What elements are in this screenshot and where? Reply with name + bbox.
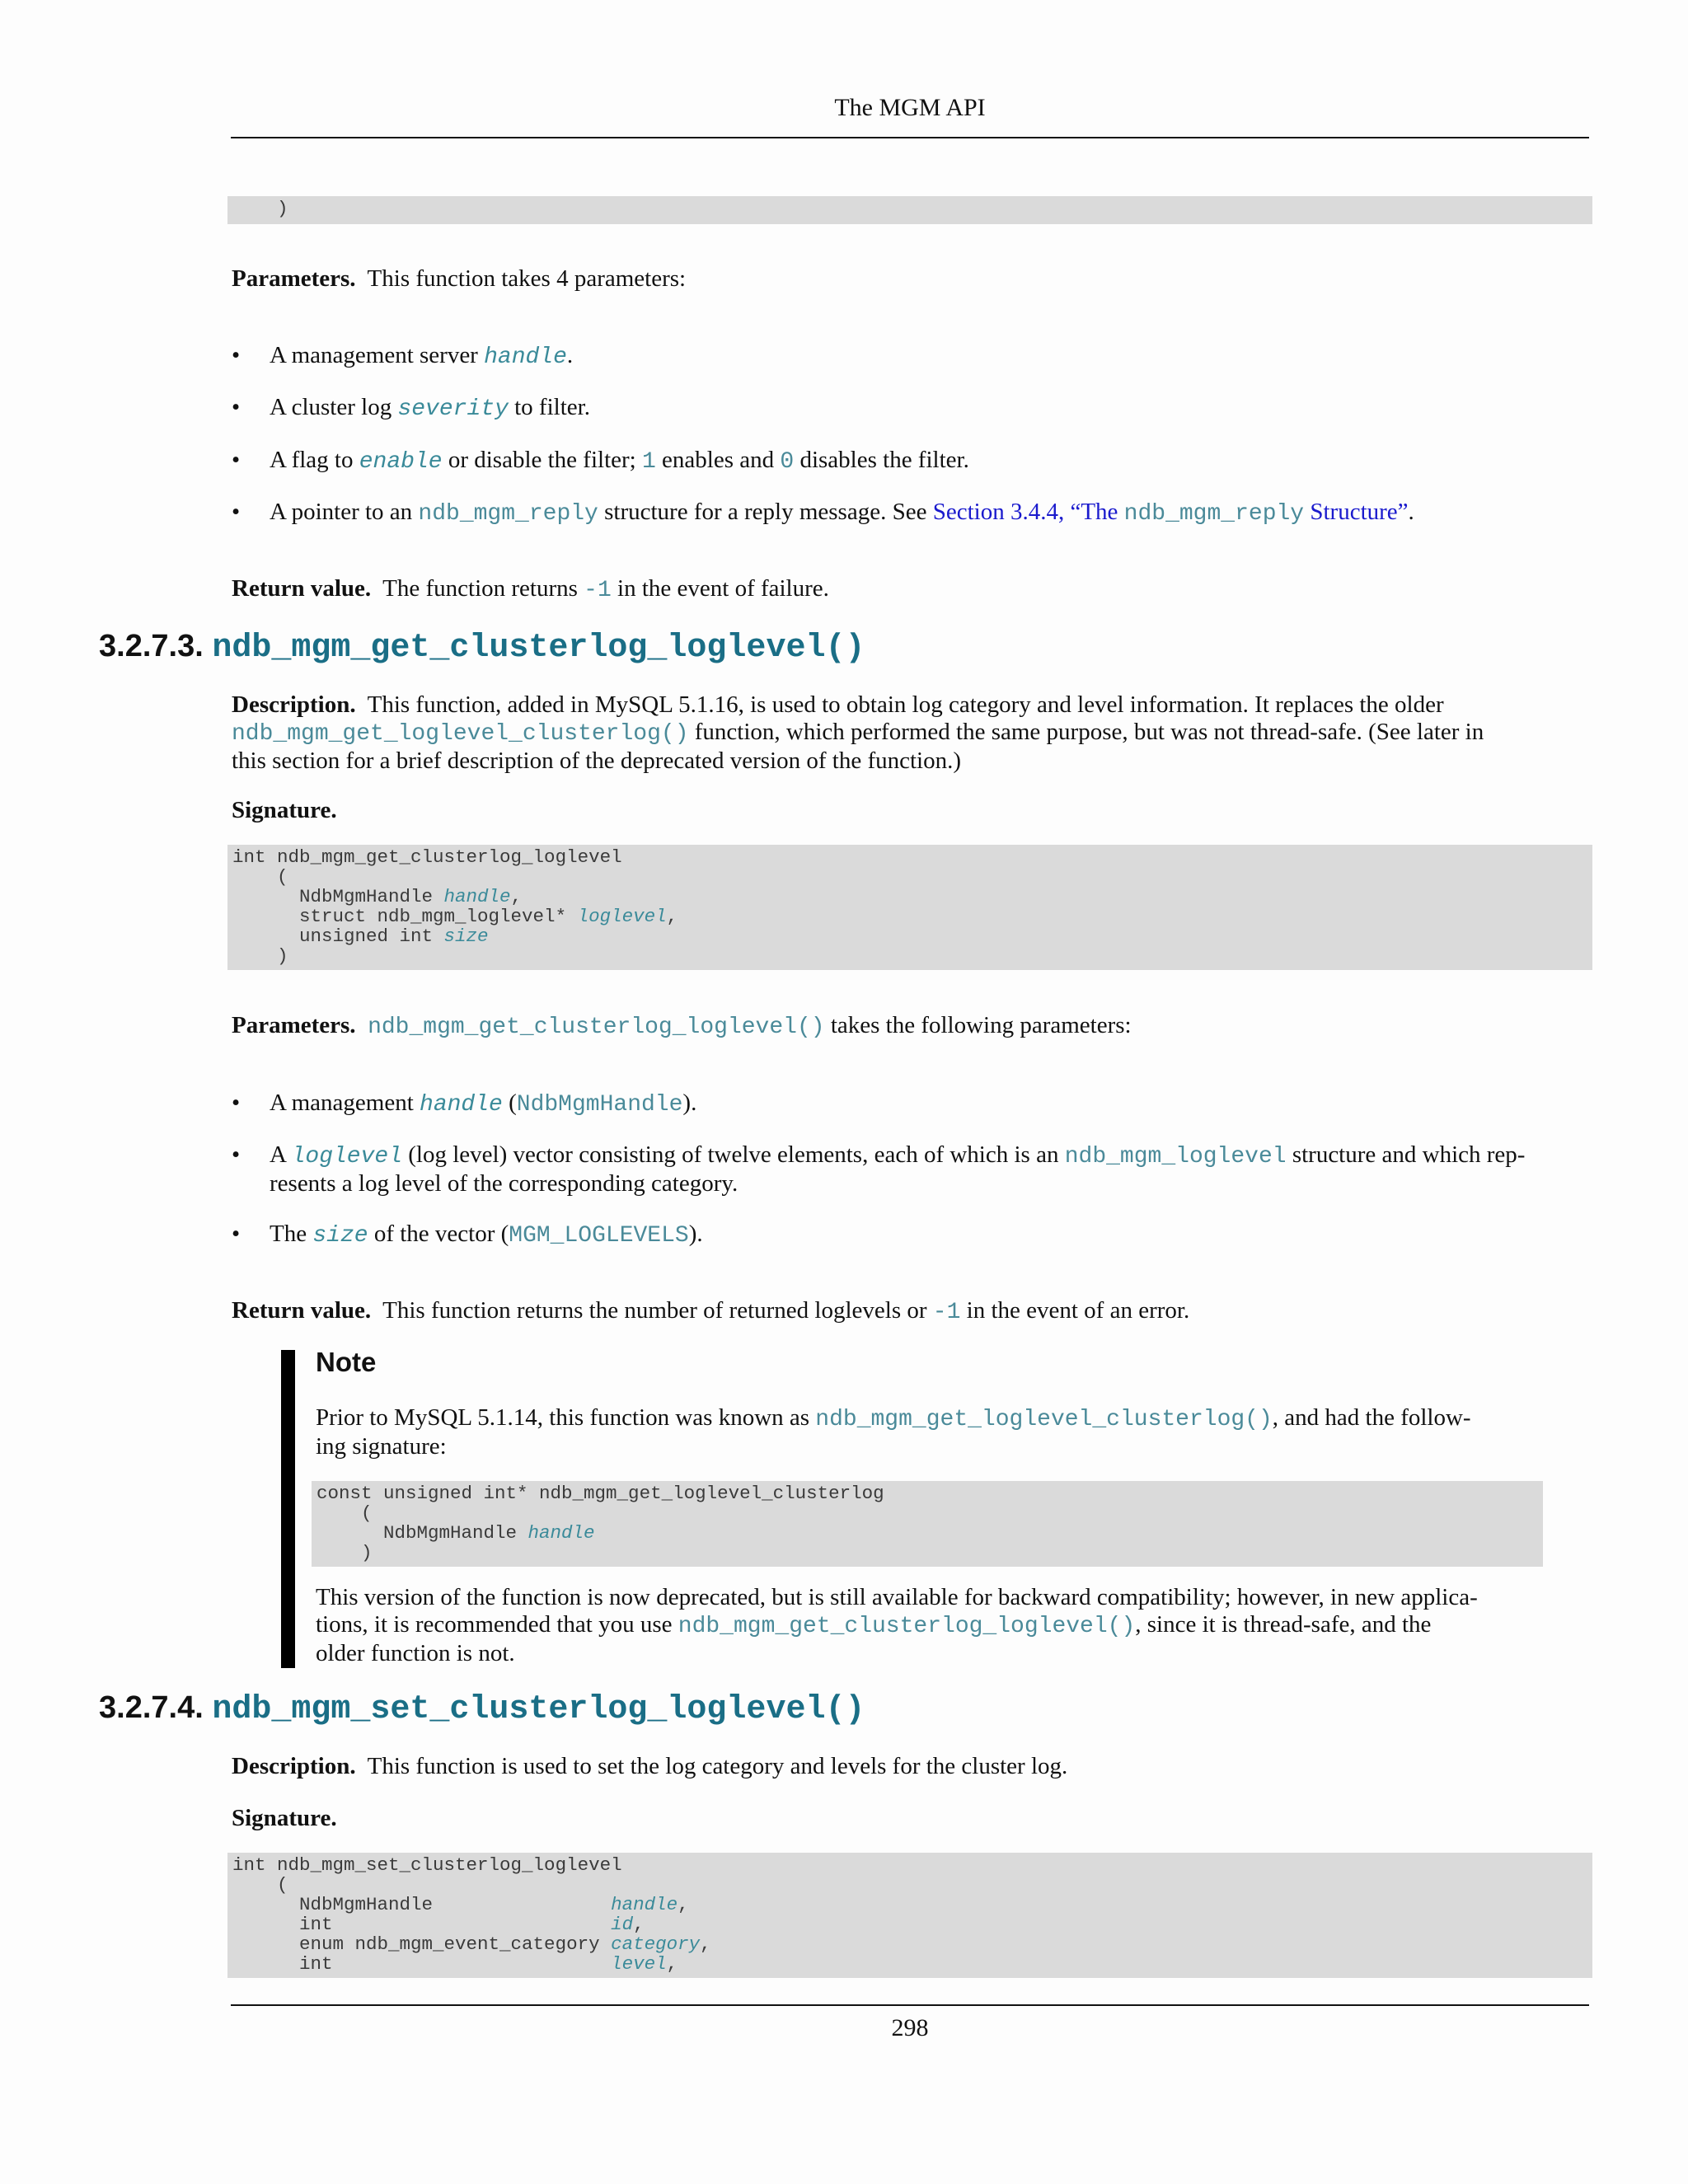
parameters-label: Parameters. xyxy=(232,1012,356,1038)
text: , and had the follow- xyxy=(1272,1404,1471,1431)
param-loglevel: loglevel xyxy=(291,1144,403,1169)
type-name: ndb_mgm_loglevel xyxy=(1064,1144,1287,1169)
code-punct: , xyxy=(678,1894,689,1915)
text: , since it is thread-safe, and the xyxy=(1135,1611,1432,1638)
code-line: ( xyxy=(232,1874,288,1896)
code-line: const unsigned int* ndb_mgm_get_loglevel_clusterlog xyxy=(316,1483,884,1504)
section-heading xyxy=(99,628,865,667)
param-handle: handle xyxy=(420,1092,503,1118)
text: in the event of an error. xyxy=(960,1297,1190,1324)
code-param: size xyxy=(443,926,489,947)
text: function, which performed the same purpose, but was not thread-safe. (See later in xyxy=(688,719,1484,745)
list-item xyxy=(232,394,1587,423)
text: A xyxy=(270,1141,292,1168)
text: ing signature: xyxy=(316,1433,447,1460)
code-line: int xyxy=(232,1953,612,1975)
bullet-icon: • xyxy=(232,499,241,525)
text: older function is not. xyxy=(316,1640,515,1666)
code-param: handle xyxy=(611,1894,678,1915)
list-item xyxy=(232,1221,1587,1249)
code-punct: , xyxy=(666,906,678,927)
constant-name: MGM_LOGLEVELS xyxy=(509,1223,689,1249)
text: takes the following parameters: xyxy=(824,1012,1132,1038)
text: This function is used to set the log category and levels for the cluster log. xyxy=(367,1753,1068,1779)
description-paragraph xyxy=(232,1753,1587,1780)
code-line: enum ndb_mgm_event_category xyxy=(232,1933,612,1955)
section-link[interactable] xyxy=(933,499,1409,525)
code-line: NdbMgmHandle xyxy=(316,1522,528,1544)
bullet-icon: • xyxy=(232,1090,241,1116)
description-paragraph xyxy=(232,691,1587,775)
text: Prior to MySQL 5.1.14, this function was known as xyxy=(316,1404,816,1431)
list-item xyxy=(232,1090,1587,1118)
code-param: handle xyxy=(443,886,511,907)
bullet-icon: • xyxy=(232,1141,241,1168)
code-punct: , xyxy=(633,1914,645,1935)
text: . xyxy=(1408,499,1414,525)
bullet-icon: • xyxy=(232,342,241,368)
param-handle: handle xyxy=(484,344,567,370)
type-name: ndb_mgm_reply xyxy=(418,501,598,527)
text: structure and which rep- xyxy=(1286,1141,1526,1168)
return-label: Return value. xyxy=(232,575,372,602)
signature-label-paragraph xyxy=(232,1805,1587,1832)
return-value-paragraph xyxy=(232,1297,1587,1326)
note-paragraph xyxy=(316,1584,1544,1667)
bullet-icon: • xyxy=(232,1221,241,1247)
return-value-paragraph xyxy=(232,575,1587,604)
param-size: size xyxy=(312,1223,368,1249)
description-label: Description. xyxy=(232,691,356,718)
parameters-paragraph xyxy=(232,265,1587,293)
code-line: int xyxy=(232,1914,612,1935)
code-line: struct ndb_mgm_loglevel* xyxy=(232,906,578,927)
text: A flag to xyxy=(270,447,359,473)
function-name: ndb_mgm_get_loglevel_clusterlog() xyxy=(232,721,689,747)
param-severity: severity xyxy=(397,396,509,422)
code-line: ) xyxy=(232,198,288,219)
code-block-tail xyxy=(227,196,1592,224)
code-param: id xyxy=(611,1914,634,1935)
text: The function returns xyxy=(382,575,584,602)
code-punct: , xyxy=(666,1953,678,1975)
code-line: unsigned int xyxy=(232,926,444,947)
text: enables and xyxy=(655,447,781,473)
signature-label-paragraph xyxy=(232,797,1587,824)
text: tions, it is recommended that you use xyxy=(316,1611,678,1638)
signature-label: Signature. xyxy=(232,1805,337,1831)
code-line: ) xyxy=(232,945,288,967)
text: to filter. xyxy=(508,394,590,420)
text: in the event of failure. xyxy=(611,575,829,602)
literal: 0 xyxy=(780,449,795,475)
section-number: 3.2.7.4. xyxy=(99,1690,204,1725)
text: (log level) vector consisting of twelve elements, each of which is an xyxy=(402,1141,1065,1168)
text: structure for a reply message. See xyxy=(598,499,933,525)
code-param: level xyxy=(611,1953,667,1975)
note-title: Note xyxy=(316,1347,377,1377)
code-punct: , xyxy=(700,1933,711,1955)
page-number: 298 xyxy=(891,2014,929,2041)
parameters-paragraph xyxy=(232,1012,1587,1041)
code-param: handle xyxy=(528,1522,595,1544)
text: A management server xyxy=(270,342,485,368)
function-name: ndb_mgm_get_loglevel_clusterlog() xyxy=(815,1407,1273,1432)
parameters-label: Parameters. xyxy=(232,265,356,292)
section-number: 3.2.7.3. xyxy=(99,629,204,663)
code-line: NdbMgmHandle xyxy=(232,1894,612,1915)
text: ). xyxy=(682,1090,697,1116)
list-item xyxy=(232,342,1587,371)
text: This function, added in MySQL 5.1.16, is used to obtain log category and level information. It replaces the older xyxy=(367,691,1444,718)
header-rule xyxy=(231,137,1589,138)
code-punct: , xyxy=(510,886,523,907)
return-label: Return value. xyxy=(232,1297,372,1324)
param-enable: enable xyxy=(359,449,443,475)
list-item xyxy=(232,499,1587,527)
parameters-intro: This function takes 4 parameters: xyxy=(367,265,687,292)
signature-label: Signature. xyxy=(232,797,337,823)
text: A cluster log xyxy=(270,394,398,420)
function-name: ndb_mgm_get_clusterlog_loglevel() xyxy=(678,1614,1136,1639)
text: The xyxy=(270,1221,313,1247)
bullet-icon: • xyxy=(232,447,241,473)
code-param: loglevel xyxy=(577,906,667,927)
signature-code-block xyxy=(227,845,1592,970)
code-line: ( xyxy=(316,1502,373,1524)
code-line: ( xyxy=(232,866,288,888)
text: of the vector ( xyxy=(368,1221,509,1247)
bullet-icon: • xyxy=(232,394,241,420)
text: this section for a brief description of the deprecated version of the function.) xyxy=(232,748,961,774)
signature-code-block xyxy=(227,1853,1592,1978)
text: A pointer to an xyxy=(270,499,419,525)
note-bar xyxy=(281,1350,295,1668)
text: This version of the function is now deprecated, but is still available for backward compatibility; however, in new applica- xyxy=(316,1584,1478,1610)
link-text[interactable]: Section 3.4.4, “The xyxy=(932,499,1124,525)
code-line: int ndb_mgm_set_clusterlog_loglevel xyxy=(232,1854,622,1876)
type-name: NdbMgmHandle xyxy=(516,1092,683,1118)
text: A management xyxy=(270,1090,420,1116)
section-function-name: ndb_mgm_get_clusterlog_loglevel() xyxy=(212,630,865,667)
text: or disable the filter; xyxy=(442,447,642,473)
text: . xyxy=(566,342,574,368)
note-code-block xyxy=(312,1481,1543,1567)
text: resents a log level of the corresponding category. xyxy=(270,1170,738,1197)
footer-rule xyxy=(231,2004,1589,2006)
function-name: ndb_mgm_get_clusterlog_loglevel() xyxy=(368,1015,825,1040)
code-line: ) xyxy=(316,1542,373,1563)
text: This function returns the number of returned loglevels or xyxy=(382,1297,933,1324)
literal: -1 xyxy=(932,1300,961,1325)
description-label: Description. xyxy=(232,1753,356,1779)
text: disables the filter. xyxy=(794,447,969,473)
code-line: int ndb_mgm_get_clusterlog_loglevel xyxy=(232,846,622,868)
text: ). xyxy=(688,1221,703,1247)
list-item xyxy=(232,1141,1587,1197)
text: ( xyxy=(502,1090,517,1116)
literal: 1 xyxy=(641,449,656,475)
list-item xyxy=(232,447,1587,476)
literal: -1 xyxy=(584,578,612,603)
note-paragraph xyxy=(316,1404,1544,1460)
link-code[interactable]: ndb_mgm_reply xyxy=(1123,501,1305,527)
running-header: The MGM API xyxy=(834,94,986,121)
section-function-name: ndb_mgm_set_clusterlog_loglevel() xyxy=(212,1691,865,1728)
code-line: NdbMgmHandle xyxy=(232,886,444,907)
code-param: category xyxy=(611,1933,701,1955)
link-text[interactable]: Structure” xyxy=(1304,499,1409,525)
section-heading xyxy=(99,1690,865,1728)
